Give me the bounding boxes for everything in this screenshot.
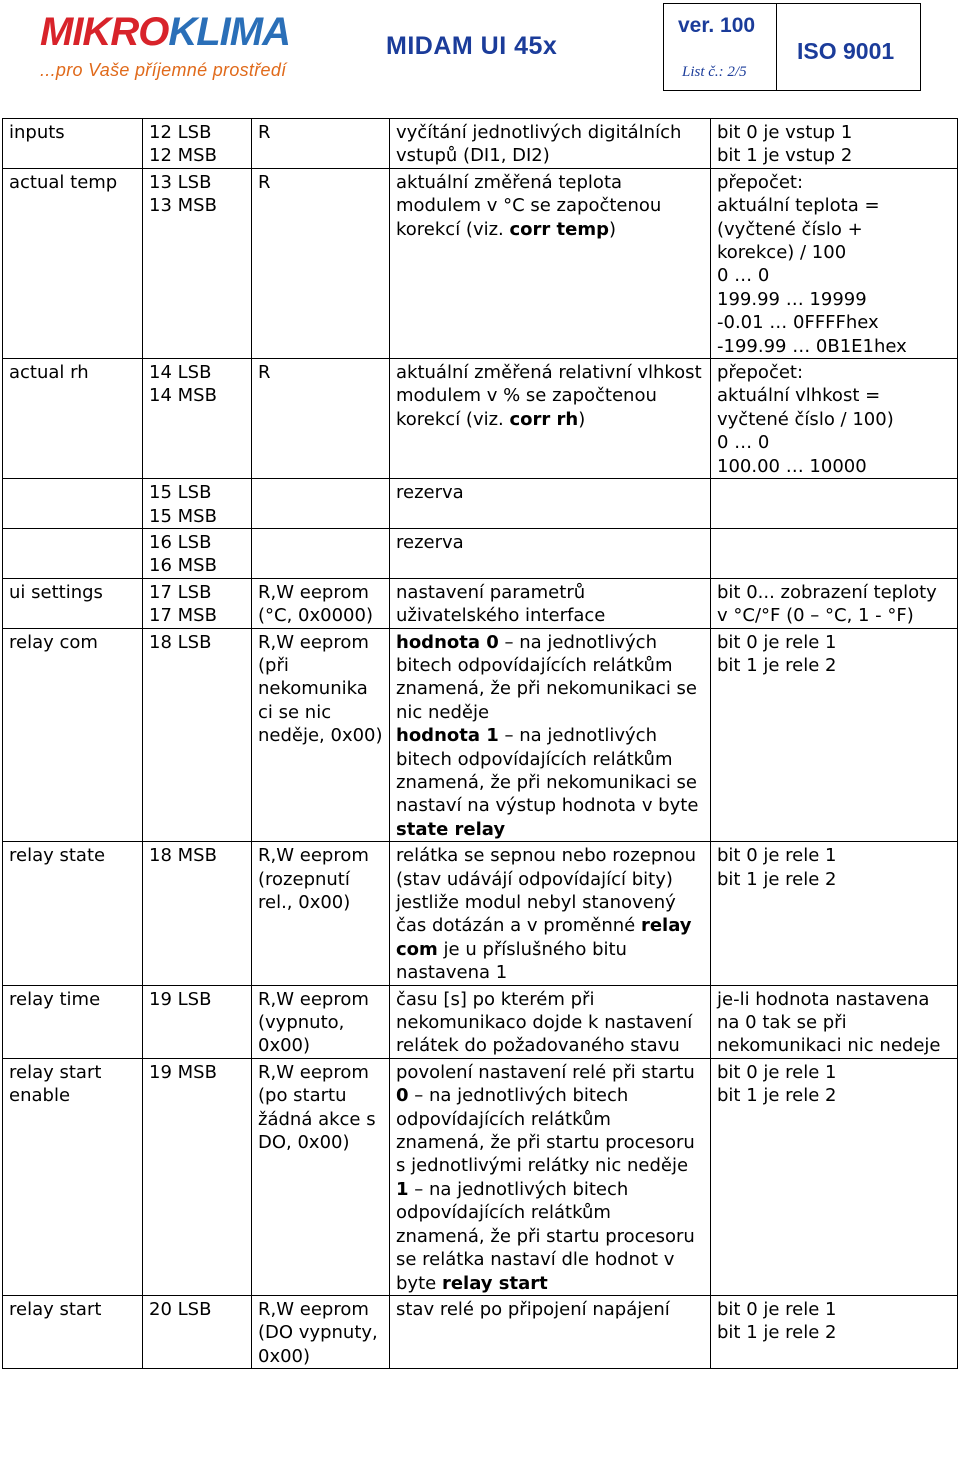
register-note: bit 0 je rele 1 <box>717 1061 837 1083</box>
register-name: relay start <box>9 1298 102 1320</box>
description-text: je u příslušného bitu nastavena 1 <box>396 938 627 984</box>
version-box-divider <box>776 4 777 90</box>
register-note: bit 0 je vstup 1 <box>717 122 853 143</box>
table-row <box>3 578 958 628</box>
description-text: aktuální změřená relativní vlhkost modulem v % se započtenou korekcí (viz. <box>396 362 702 430</box>
description-text: aktuální změřená teplota modulem v °C se započtenou korekcí (viz. <box>396 171 662 240</box>
register-access-cell <box>252 479 390 529</box>
register-address: 14 MSB <box>149 385 217 407</box>
table-row <box>3 985 958 1058</box>
table-row <box>3 1295 958 1368</box>
register-address-cell <box>143 985 252 1058</box>
description-emphasis: corr rh <box>509 408 579 430</box>
register-note: -0.01 … 0FFFFhex <box>717 312 879 334</box>
register-note: bit 1 je vstup 2 <box>717 145 853 167</box>
register-name-cell <box>3 1295 143 1368</box>
register-notes-cell <box>711 528 958 578</box>
register-note: bit 1 je rele 2 <box>717 1322 837 1344</box>
register-note: je-li hodnota nastavena na 0 tak se při nekomunikaci nic nedeje <box>717 988 941 1057</box>
register-note: bit 1 je rele 2 <box>717 868 837 890</box>
register-address-cell <box>143 119 252 169</box>
register-description-cell <box>390 1058 711 1295</box>
register-note: přepočet: <box>717 171 804 193</box>
description-text: – na jednotlivých bitech odpovídajících relátkům znamená, že při nekomunikaci se nic neděje <box>396 631 698 723</box>
register-name-cell <box>3 842 143 985</box>
register-address: 20 LSB <box>149 1298 212 1320</box>
register-address: 16 LSB <box>149 531 212 553</box>
description-text: – na jednotlivých bitech odpovídajících relátkům znamená, že při startu procesoru se relátka nastaví dle hodnot v byte <box>396 1178 695 1294</box>
register-name: actual temp <box>9 171 118 193</box>
register-access: R,W eeprom (po startu žádná akce s DO, 0x00) <box>258 1061 376 1154</box>
description-text: nastavení parametrů uživatelského interface <box>396 581 606 627</box>
description-emphasis: corr temp <box>509 218 609 240</box>
register-access-cell <box>252 1295 390 1368</box>
register-address-cell <box>143 578 252 628</box>
register-notes-cell <box>711 985 958 1058</box>
description-emphasis: relay start <box>441 1272 548 1294</box>
table-row <box>3 479 958 529</box>
register-note: bit 1 je rele 2 <box>717 654 837 676</box>
register-address: 17 MSB <box>149 605 217 627</box>
table-row <box>3 628 958 842</box>
register-description-cell <box>390 479 711 529</box>
description-text: relátka se sepnou nebo rozepnou (stav udávájí odpovídající bity) jestliže modul nebyl stanovený čas dotázán a v proměnné <box>396 845 697 937</box>
register-note: -199.99 … 0B1E1hex <box>717 335 907 357</box>
register-access-cell <box>252 528 390 578</box>
register-address-cell <box>143 528 252 578</box>
register-notes-cell <box>711 359 958 479</box>
register-access-cell <box>252 842 390 985</box>
register-access: R <box>258 362 271 384</box>
register-description-cell <box>390 359 711 479</box>
register-access-cell <box>252 168 390 358</box>
description-emphasis: hodnota 0 <box>396 631 499 653</box>
register-address-cell <box>143 359 252 479</box>
register-note: 199.99 … 19999 <box>717 288 867 310</box>
description-text: – na jednotlivých bitech odpovídajících relátkům znamená, že při startu procesoru s jednotlivými relátky nic neděje <box>396 1085 695 1177</box>
register-address-cell <box>143 842 252 985</box>
register-note: bit 0 je rele 1 <box>717 845 837 867</box>
register-access: R <box>258 122 271 143</box>
register-note: bit 0... zobrazení teploty v °C/°F (0 – °C, 1 - °F) <box>717 581 937 627</box>
register-note: 100.00 … 10000 <box>717 455 867 477</box>
register-table <box>2 118 958 1369</box>
register-address: 19 LSB <box>149 988 212 1010</box>
register-name-cell <box>3 1058 143 1295</box>
description-emphasis: relay com <box>396 915 692 960</box>
description-emphasis: 1 <box>396 1178 409 1200</box>
register-notes-cell <box>711 578 958 628</box>
register-address: 15 MSB <box>149 505 217 527</box>
register-address: 18 LSB <box>149 631 212 653</box>
logo-mikro: MIKRO <box>40 10 169 54</box>
description-text: povolení nastavení relé při startu <box>396 1061 695 1083</box>
table-row <box>3 842 958 985</box>
table-row <box>3 359 958 479</box>
register-notes-cell <box>711 1058 958 1295</box>
register-description-cell <box>390 528 711 578</box>
register-address: 12 MSB <box>149 145 217 167</box>
register-name: relay time <box>9 988 101 1010</box>
register-note: aktuální teplota = <box>717 195 880 217</box>
register-name: relay com <box>9 631 98 653</box>
register-name-cell <box>3 119 143 169</box>
register-access: R,W eeprom (vypnuto, 0x00) <box>258 988 369 1057</box>
register-name-cell <box>3 528 143 578</box>
iso-label: ISO 9001 <box>797 38 895 64</box>
description-text: ) <box>578 408 586 430</box>
register-address: 15 LSB <box>149 482 212 504</box>
register-note: aktuální vlhkost = <box>717 385 881 407</box>
register-access-cell <box>252 985 390 1058</box>
register-notes-cell <box>711 1295 958 1368</box>
register-note: korekce) / 100 <box>717 242 847 264</box>
register-description-cell <box>390 168 711 358</box>
register-note: bit 1 je rele 2 <box>717 1085 837 1107</box>
register-note: vyčtené číslo / 100) <box>717 408 894 430</box>
register-description-cell <box>390 985 711 1058</box>
register-address-cell <box>143 1295 252 1368</box>
table-row <box>3 528 958 578</box>
page-header <box>0 0 960 98</box>
register-address: 13 LSB <box>149 171 212 193</box>
register-description-cell <box>390 578 711 628</box>
table-row <box>3 119 958 169</box>
register-name-cell <box>3 985 143 1058</box>
register-note: bit 0 je rele 1 <box>717 1298 837 1320</box>
register-address: 17 LSB <box>149 581 212 603</box>
register-name: inputs <box>9 122 65 143</box>
register-access-cell <box>252 1058 390 1295</box>
register-access: R,W eeprom (při nekomunika ci se nic neděje, 0x00) <box>258 631 383 747</box>
register-access: R,W eeprom (rozepnutí rel., 0x00) <box>258 845 369 913</box>
register-name: actual rh <box>9 362 89 384</box>
register-address: 18 MSB <box>149 845 217 867</box>
register-description-cell <box>390 842 711 985</box>
register-note: 0 … 0 <box>717 432 770 454</box>
description-text: času [s] po kterém při nekomunikaco dojde k nastavení relátek do požadovaného stavu <box>396 988 693 1057</box>
sheet-number: List č.: 2/5 <box>682 64 747 80</box>
register-notes-cell <box>711 168 958 358</box>
table-row <box>3 168 958 358</box>
register-notes-cell <box>711 842 958 985</box>
register-address-cell <box>143 628 252 842</box>
register-name-cell <box>3 578 143 628</box>
register-name-cell <box>3 628 143 842</box>
register-address-cell <box>143 1058 252 1295</box>
description-emphasis: hodnota 1 <box>396 725 499 747</box>
logo-tagline: ...pro Vaše příjemné prostředí <box>40 60 287 80</box>
description-emphasis: state relay <box>396 818 506 840</box>
register-description-cell <box>390 119 711 169</box>
register-address: 13 MSB <box>149 195 217 217</box>
register-name: ui settings <box>9 581 103 603</box>
register-access-cell <box>252 578 390 628</box>
register-note: (vyčtené číslo + <box>717 218 863 240</box>
register-address: 19 MSB <box>149 1061 217 1083</box>
register-access-cell <box>252 359 390 479</box>
register-note: bit 0 je rele 1 <box>717 631 837 653</box>
register-name: relay start enable <box>9 1061 102 1107</box>
register-name: relay state <box>9 845 106 867</box>
register-access: R <box>258 171 271 193</box>
description-text: – na jednotlivých bitech odpovídajících relátkům znamená, že při nekomunikaci se nastaví na výstup hodnota v byte <box>396 725 699 817</box>
register-notes-cell <box>711 119 958 169</box>
description-text: stav relé po připojení napájení <box>396 1298 670 1320</box>
table-row <box>3 1058 958 1295</box>
register-address: 16 MSB <box>149 555 217 577</box>
register-address: 12 LSB <box>149 122 212 143</box>
register-access: R,W eeprom (DO vypnuty, 0x00) <box>258 1298 378 1367</box>
register-name-cell <box>3 479 143 529</box>
register-address-cell <box>143 168 252 358</box>
description-text: rezerva <box>396 482 464 504</box>
version-label: ver. 100 <box>678 14 756 37</box>
document-title: MIDAM UI 45x <box>386 32 558 60</box>
register-description-cell <box>390 628 711 842</box>
register-note: přepočet: <box>717 362 804 384</box>
register-name-cell <box>3 359 143 479</box>
register-name-cell <box>3 168 143 358</box>
logo-klima: KLIMA <box>168 10 290 54</box>
description-text: rezerva <box>396 531 464 553</box>
logo-wordmark <box>40 12 370 52</box>
register-access-cell <box>252 119 390 169</box>
register-description-cell <box>390 1295 711 1368</box>
register-address: 14 LSB <box>149 362 212 384</box>
register-access-cell <box>252 628 390 842</box>
description-text: vyčítání jednotlivých digitálních vstupů (DI1, DI2) <box>396 122 682 167</box>
register-access: (°C, 0x0000) <box>258 605 373 627</box>
register-notes-cell <box>711 628 958 842</box>
company-logo <box>40 12 370 96</box>
register-note: 0 … 0 <box>717 265 770 287</box>
register-access: R,W eeprom <box>258 581 369 603</box>
register-notes-cell <box>711 479 958 529</box>
register-address-cell <box>143 479 252 529</box>
description-emphasis: 0 <box>396 1085 409 1107</box>
register-table-body <box>3 119 958 1369</box>
description-text: ) <box>609 218 617 240</box>
